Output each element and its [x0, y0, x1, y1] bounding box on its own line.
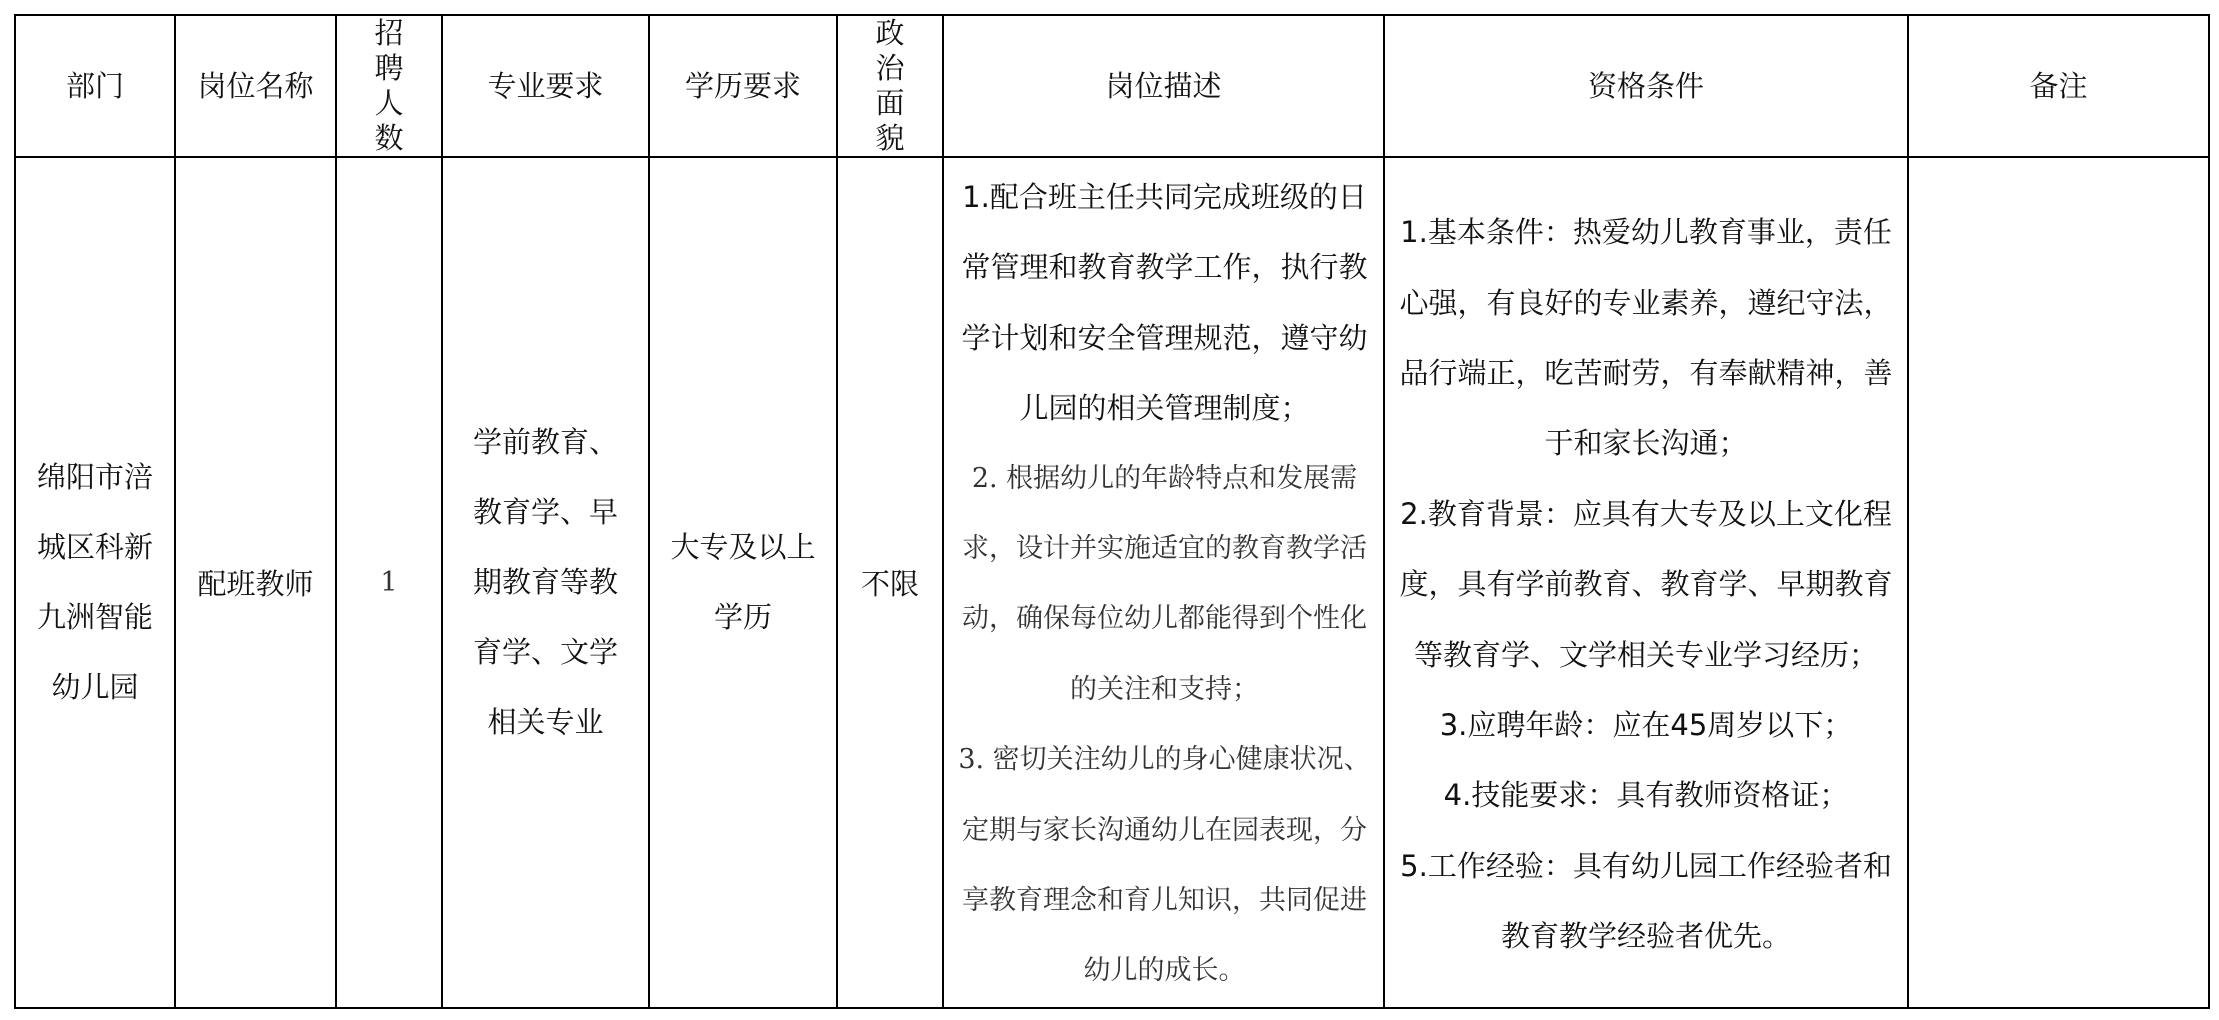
cell-major: [442, 157, 649, 1008]
description-list: [958, 158, 1371, 1007]
description-item: 3. 密切关注幼儿的身心健康状况、定期与家长沟通幼儿在园表现，分享教育理念和育儿知识，共同促进幼儿的成长。: [958, 744, 1371, 987]
qualification-item: 3.应聘年龄：应在45周岁以下；: [1439, 708, 1853, 743]
header-count: 招聘人数: [336, 15, 442, 157]
political-text: 不限: [860, 566, 919, 601]
recruitment-table: [14, 14, 2210, 1009]
header-position: 岗位名称: [175, 15, 336, 157]
qualification-item: 2.教育背景：应具有大专及以上文化程度，具有学前教育、教育学、早期教育等教育学、文学相关专业学习经历；: [1399, 496, 1893, 672]
header-dept: 部门: [15, 15, 175, 157]
description-item: 2. 根据幼儿的年龄特点和发展需求，设计并实施适宜的教育教学活动，确保每位幼儿都能得到个性化的关注和支持；: [962, 462, 1367, 705]
table-row: [15, 157, 2209, 1008]
dept-text: 绵阳市涪城区科新九洲智能幼儿园: [36, 460, 153, 705]
header-political: 政治面貌: [837, 15, 943, 157]
major-text: 学前教育、教育学、早期教育等教育学、文学相关专业: [472, 425, 618, 740]
header-row: [15, 15, 2209, 157]
cell-description: [943, 157, 1384, 1008]
header-major: 专业要求: [442, 15, 649, 157]
qualification-item: 4.技能要求：具有教师资格证；: [1443, 778, 1849, 813]
cell-position: [175, 157, 336, 1008]
cell-political: [837, 157, 943, 1008]
cell-remark: [1908, 157, 2209, 1008]
count-text: 1: [380, 566, 398, 598]
qualification-item: 1.基本条件：热爱幼儿教育事业，责任心强，有良好的专业素养，遵纪守法，品行端正，吃苦耐劳，有奉献精神，善于和家长沟通；: [1399, 215, 1893, 461]
cell-dept: [15, 157, 175, 1008]
description-item: 1.配合班主任共同完成班级的日常管理和教育教学工作，执行教学计划和安全管理规范，遵守幼儿园的相关管理制度；: [961, 180, 1368, 426]
cell-count: [336, 157, 442, 1008]
education-text: 大专及以上学历: [670, 530, 816, 635]
cell-education: [649, 157, 837, 1008]
qualification-item: 5.工作经验：具有幼儿园工作经验者和教育教学经验者优先。: [1400, 848, 1892, 954]
header-qualification: 资格条件: [1384, 15, 1908, 157]
header-education: 学历要求: [649, 15, 837, 157]
header-remark: 备注: [1908, 15, 2209, 157]
position-text: 配班教师: [197, 566, 314, 601]
cell-qualification: [1384, 157, 1908, 1008]
qualification-list: [1399, 193, 1893, 971]
header-description: 岗位描述: [943, 15, 1384, 157]
